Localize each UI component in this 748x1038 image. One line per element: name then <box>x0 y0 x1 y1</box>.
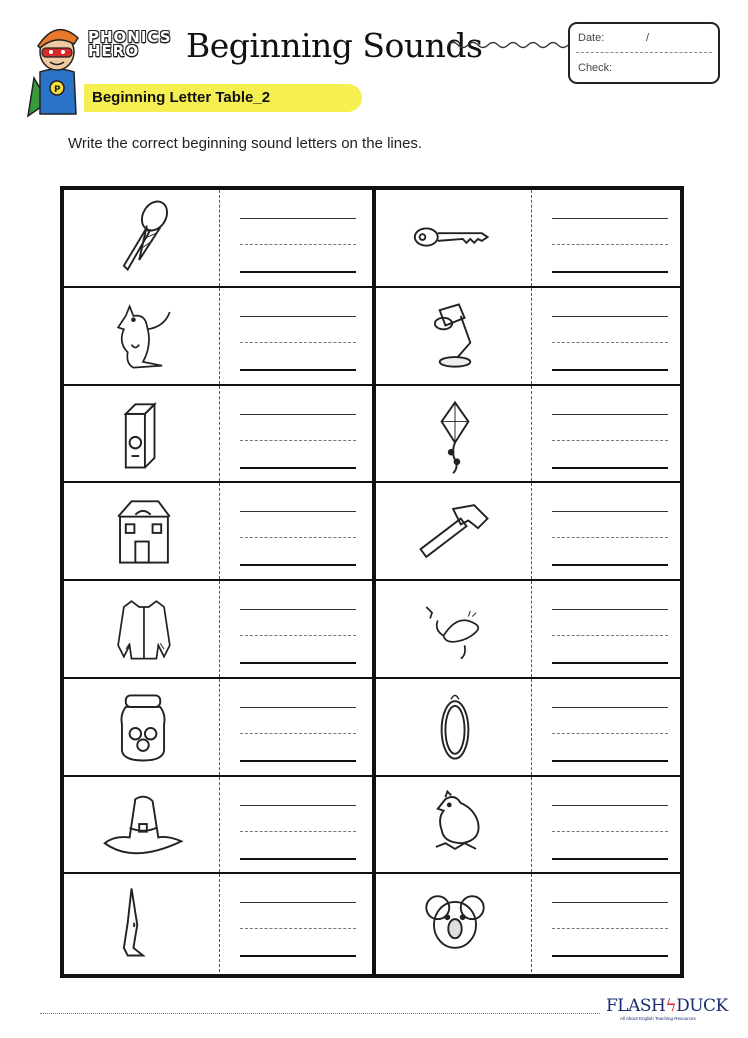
writing-line <box>240 707 356 708</box>
hat-picture <box>76 783 210 867</box>
writing-line <box>552 467 668 469</box>
table-cell <box>376 777 682 873</box>
writing-lines[interactable] <box>552 581 668 677</box>
title-squiggle <box>448 38 570 52</box>
writing-line <box>240 316 356 317</box>
table-cell <box>376 288 682 384</box>
date-separator: / <box>646 32 650 44</box>
kangaroo-picture <box>76 294 210 378</box>
table-row <box>64 874 680 972</box>
writing-midline <box>552 733 668 734</box>
cell-dashed-divider <box>219 288 220 384</box>
table-cell <box>376 874 682 972</box>
worksheet-subtitle: Beginning Letter Table_2 <box>92 89 271 106</box>
writing-line <box>552 760 668 762</box>
writing-lines[interactable] <box>552 288 668 384</box>
page-title: Beginning Sounds <box>186 26 483 65</box>
writing-lines[interactable] <box>552 777 668 873</box>
writing-line <box>552 511 668 512</box>
worksheet-table <box>60 186 684 978</box>
writing-midline <box>552 342 668 343</box>
table-cell <box>64 581 370 677</box>
cell-dashed-divider <box>219 190 220 286</box>
writing-line <box>552 955 668 957</box>
table-cell <box>64 483 370 579</box>
table-row <box>64 679 680 777</box>
writing-lines[interactable] <box>552 483 668 579</box>
table-row <box>64 581 680 679</box>
mirror-picture <box>388 685 522 769</box>
cell-dashed-divider <box>219 386 220 482</box>
hen-picture <box>388 783 522 867</box>
writing-midline <box>552 244 668 245</box>
instructions: Write the correct beginning sound letters on the lines. <box>68 135 423 152</box>
phonics-hero-logo <box>88 30 184 72</box>
cell-dashed-divider <box>531 190 532 286</box>
writing-midline <box>552 831 668 832</box>
check-label: Check: <box>578 62 613 74</box>
writing-lines[interactable] <box>240 679 356 775</box>
subtitle-banner <box>84 84 362 112</box>
logo-flash: FLASH <box>606 996 666 1016</box>
cell-dashed-divider <box>531 777 532 873</box>
svg-text:P: P <box>54 85 61 95</box>
cell-dashed-divider <box>531 288 532 384</box>
phonics-hero-mascot <box>26 22 88 118</box>
cell-dashed-divider <box>219 874 220 972</box>
writing-midline <box>240 733 356 734</box>
writing-line <box>552 271 668 273</box>
writing-lines[interactable] <box>240 483 356 579</box>
writing-lines[interactable] <box>240 190 356 286</box>
writing-lines[interactable] <box>552 679 668 775</box>
writing-lines[interactable] <box>552 190 668 286</box>
writing-line <box>240 564 356 566</box>
writing-line <box>240 760 356 762</box>
writing-midline <box>240 244 356 245</box>
cell-dashed-divider <box>531 483 532 579</box>
writing-midline <box>552 928 668 929</box>
cell-dashed-divider <box>219 777 220 873</box>
table-cell <box>64 386 370 482</box>
writing-line <box>240 858 356 860</box>
writing-line <box>552 805 668 806</box>
writing-midline <box>552 635 668 636</box>
writing-lines[interactable] <box>240 386 356 482</box>
footer-dotted-line <box>40 1013 600 1014</box>
writing-midline <box>240 537 356 538</box>
table-cell <box>64 874 370 972</box>
table-row <box>64 777 680 875</box>
date-check-box <box>568 22 720 84</box>
net-picture <box>76 196 210 280</box>
writing-line <box>552 707 668 708</box>
table-rows <box>64 190 680 974</box>
writing-midline <box>240 635 356 636</box>
table-cell <box>376 190 682 286</box>
writing-line <box>240 218 356 219</box>
date-label: Date: <box>578 32 605 44</box>
writing-line <box>552 858 668 860</box>
writing-line <box>240 662 356 664</box>
cell-dashed-divider <box>219 581 220 677</box>
writing-line <box>240 805 356 806</box>
koala-picture <box>388 880 522 964</box>
writing-midline <box>240 342 356 343</box>
writing-line <box>552 662 668 664</box>
jam-picture <box>76 685 210 769</box>
writing-midline <box>240 440 356 441</box>
table-row <box>64 288 680 386</box>
cell-dashed-divider <box>219 679 220 775</box>
jacket-picture <box>76 587 210 671</box>
table-row <box>64 386 680 484</box>
logo-duck: DUCK <box>676 996 728 1016</box>
writing-line <box>552 316 668 317</box>
writing-lines[interactable] <box>552 386 668 482</box>
cell-dashed-divider <box>219 483 220 579</box>
table-cell <box>64 288 370 384</box>
brand-line-1: PHONICS <box>88 28 172 46</box>
writing-line <box>552 609 668 610</box>
lightning-icon: ϟ <box>665 996 677 1016</box>
writing-midline <box>552 537 668 538</box>
writing-lines[interactable] <box>240 288 356 384</box>
writing-line <box>552 369 668 371</box>
cell-dashed-divider <box>531 679 532 775</box>
key-picture <box>388 196 522 280</box>
leg-picture <box>76 880 210 964</box>
table-cell <box>64 777 370 873</box>
kite-picture <box>388 392 522 476</box>
writing-line <box>240 414 356 415</box>
writing-lines[interactable] <box>240 777 356 873</box>
milk-picture <box>76 392 210 476</box>
writing-line <box>240 369 356 371</box>
writing-lines[interactable] <box>240 874 356 972</box>
writing-line <box>240 511 356 512</box>
mouse-picture <box>388 587 522 671</box>
writing-line <box>552 564 668 566</box>
writing-line <box>552 414 668 415</box>
table-row <box>64 483 680 581</box>
writing-line <box>240 609 356 610</box>
flashduck-logo <box>606 996 728 1026</box>
table-cell <box>64 679 370 775</box>
logo-wordmark <box>606 996 728 1016</box>
cell-dashed-divider <box>531 386 532 482</box>
writing-midline <box>240 928 356 929</box>
writing-lines[interactable] <box>552 874 668 972</box>
house-picture <box>76 489 210 573</box>
table-cell <box>376 483 682 579</box>
writing-line <box>240 467 356 469</box>
table-cell <box>376 581 682 677</box>
table-row <box>64 190 680 288</box>
writing-midline <box>552 440 668 441</box>
brand-line-2: HERO <box>88 42 140 60</box>
cell-dashed-divider <box>531 874 532 972</box>
table-cell <box>376 679 682 775</box>
logo-tagline: All About English Teaching Resources <box>620 1016 696 1021</box>
date-divider <box>576 52 712 53</box>
table-cell <box>64 190 370 286</box>
writing-line <box>240 271 356 273</box>
table-cell <box>376 386 682 482</box>
writing-midline <box>240 831 356 832</box>
writing-lines[interactable] <box>240 581 356 677</box>
writing-line <box>240 902 356 903</box>
writing-line <box>240 955 356 957</box>
hammer-picture <box>388 489 522 573</box>
lamp-picture <box>388 294 522 378</box>
cell-dashed-divider <box>531 581 532 677</box>
writing-line <box>552 902 668 903</box>
writing-line <box>552 218 668 219</box>
